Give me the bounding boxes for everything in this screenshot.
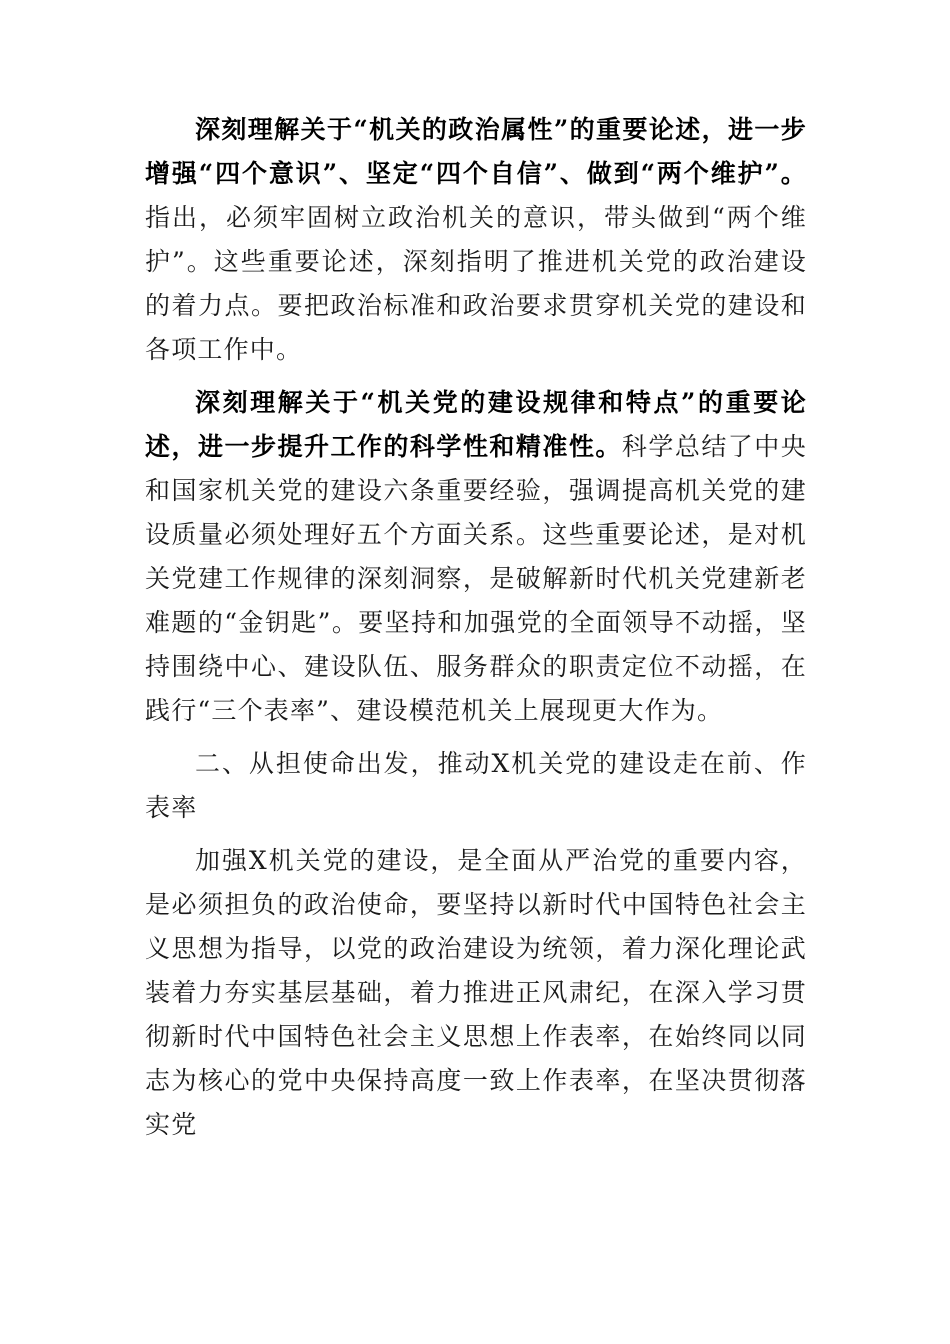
paragraph-closing: 加强X机关党的建设，是全面从严治党的重要内容，是必须担负的政治使命，要坚持以新时代中国特色社会主义思想为指导，以党的政治建设为统领，着力深化理论武装着力夯实基层基础，着力推进正风肃纪，在深入学习贯彻新时代中国特色社会主义思想上作表率，在始终同以同志为核心的党中央保持高度一致上作表率，在坚决贯彻落实党 [145,846,807,1139]
document-body [145,108,807,1147]
paragraph-party-building-rules [145,381,807,733]
paragraph-spacer [145,733,807,742]
paragraph-2-bold-lead: 深刻理解关于“机关党的建设规律和特点”的重要论述，进一步提升工作的科学性和精准性。 [145,388,807,461]
paragraph-1-body: 指出，必须牢固树立政治机关的意识，带头做到“两个维护”。这些重要论述，深刻指明了推进机关党的政治建设的着力点。要把政治标准和政治要求贯穿机关党的建设和各项工作中。 [145,203,807,364]
paragraph-political-attribute [145,108,807,372]
paragraph-1-bold-lead: 深刻理解关于“机关的政治属性”的重要论述，进一步增强“四个意识”、坚定“四个自信”、做到“两个维护”。 [145,115,807,188]
paragraph-spacer [145,372,807,381]
section-heading: 二、从担使命出发，推动X机关党的建设走在前、作表率 [145,749,807,822]
paragraph-2-body: 科学总结了中央和国家机关党的建设六条重要经验，强调提高机关党的建设质量必须处理好五个方面关系。这些重要论述，是对机关党建工作规律的深刻洞察，是破解新时代机关党建新老难题的“金钥匙”。要坚持和加强党的全面领导不动摇，坚持围绕中心、建设队伍、服务群众的职责定位不动摇，在践行“三个表率”、建设模范机关上展现更大作为。 [145,432,807,725]
paragraph-spacer [145,830,807,839]
